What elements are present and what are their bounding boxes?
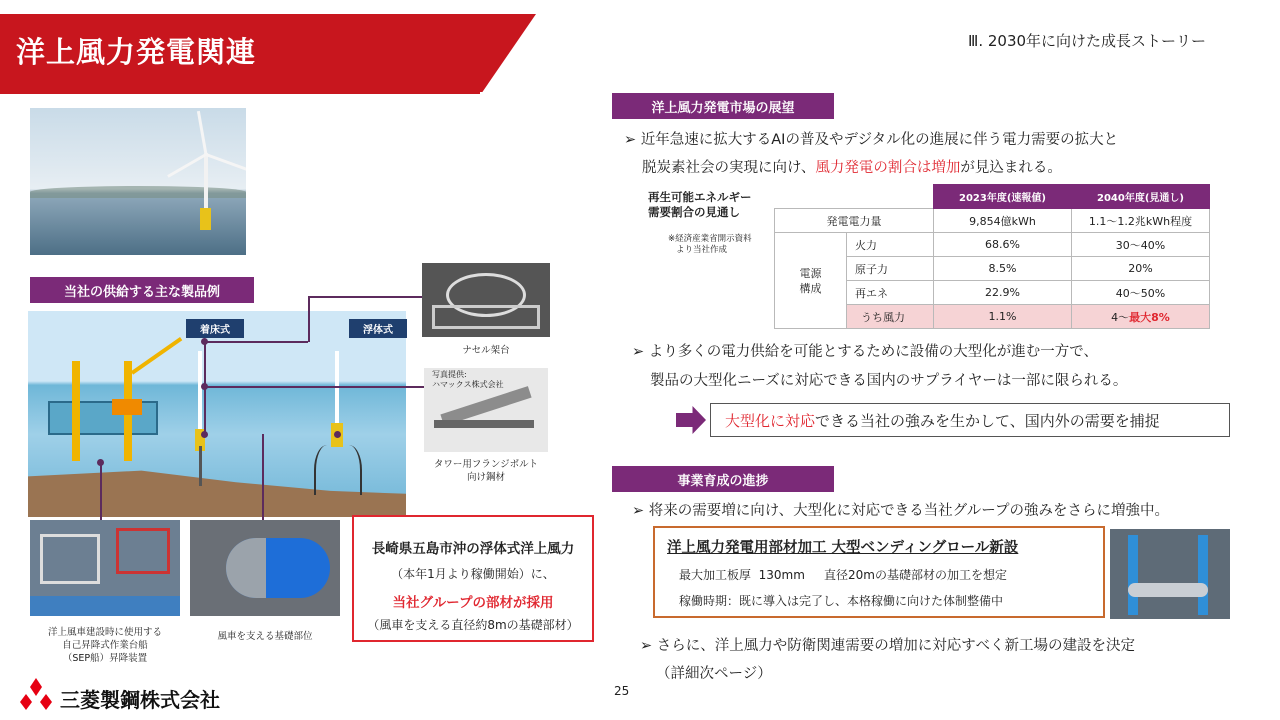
island-silhouette — [30, 186, 246, 198]
row-label: 発電電力量 — [775, 209, 934, 233]
connector-line — [204, 386, 424, 388]
products-section-label: 当社の供給する主な製品例 — [30, 277, 254, 303]
cell-highlight-text: 最大8% — [1129, 310, 1170, 324]
page-number: 25 — [614, 684, 630, 698]
source-line: ※経済産業省開示資料 — [668, 234, 752, 244]
source-line: より当社作成 — [676, 245, 728, 255]
turbine-blade — [205, 153, 246, 171]
company-name: 三菱製鋼株式会社 — [60, 688, 220, 712]
column-header: 2023年度(速報値) — [934, 185, 1072, 209]
company-logo — [16, 678, 56, 716]
connector-dot — [201, 338, 208, 345]
market-bullet-1-cont — [642, 156, 1062, 177]
row-label: 火力 — [847, 233, 934, 257]
table-corner — [775, 185, 934, 209]
progress-bullet-2 — [640, 634, 1135, 655]
bullet-text: が見込まれる。 — [960, 160, 1062, 176]
sep-caption-line: （SEP船）昇降装置 — [62, 653, 148, 664]
bullet-text: 脱炭素社会の実現に向け、 — [642, 160, 816, 176]
connector-line — [204, 341, 308, 343]
bending-roll-title: 洋上風力発電用部材加工 大型ベンディングロール新設 — [667, 540, 1019, 556]
group-label — [775, 233, 847, 329]
bolt-caption-line: 向け鋼材 — [466, 472, 505, 483]
connector-line — [262, 434, 264, 520]
foundation-caption: 風車を支える基礎部位 — [217, 631, 313, 642]
cell-value: 9,854億kWh — [934, 209, 1072, 233]
offshore-turbine-photo — [30, 108, 246, 255]
sep-crane — [131, 337, 182, 375]
bolt-base — [434, 420, 534, 428]
connector-dot — [201, 431, 208, 438]
three-diamonds-icon — [16, 678, 56, 712]
sep-caption-line: 洋上風車建設時に使用する — [47, 627, 162, 638]
bending-roll-status: 稼働時期：既に導入は完了し、本格稼働に向けた体制整備中 — [679, 594, 1004, 608]
group-label-line: 電源 — [799, 266, 822, 280]
foundation-photo — [190, 520, 340, 616]
connector-line — [308, 296, 424, 298]
market-bullet-2-cont: 製品の大型化ニーズに対応できる国内のサプライヤーは一部に限られる。 — [650, 373, 1128, 389]
bullet-text: より多くの電力供給を可能とするために設備の大型化が進む一方で、 — [648, 344, 1098, 360]
conclusion-highlight: 大型化に対応 — [725, 411, 816, 430]
floating-type-tag: 浮体式 — [349, 319, 407, 338]
fixed-type-tag: 着床式 — [186, 319, 244, 338]
header-underline — [0, 92, 480, 94]
table-row — [775, 209, 1210, 233]
table-header-row — [775, 185, 1210, 209]
cell-value: 22.9% — [934, 281, 1072, 305]
project-highlight: 当社グループの部材が採用 — [392, 595, 554, 611]
bullet-marker: ➢ — [640, 638, 657, 654]
conclusion-text: できる当社の強みを生かして、国内外の需要を捕捉 — [815, 411, 1160, 430]
bullet-marker: ➢ — [632, 503, 649, 519]
row-label: 原子力 — [847, 257, 934, 281]
mooring-line — [336, 445, 362, 495]
cell-value: 1.1% — [934, 305, 1072, 329]
market-bullet-1 — [624, 128, 1118, 149]
table-title — [648, 190, 752, 220]
cell-text: 4～ — [1111, 310, 1130, 324]
sep-caption — [22, 626, 188, 665]
nacelle-frame — [432, 305, 540, 329]
nacelle-caption: ナセル架台 — [462, 345, 510, 356]
floating-turbine-tower — [335, 351, 339, 431]
project-note: （本年1月より稼働開始）に、 — [391, 567, 555, 581]
project-title: 長崎県五島市沖の浮体式洋上風力 — [371, 541, 575, 557]
bullet-text: さらに、洋上風力や防衛関連需要の増加に対応すべく新工場の建設を決定 — [656, 638, 1135, 654]
energy-mix-table — [774, 184, 1210, 329]
row-label: 再エネ — [847, 281, 934, 305]
jacking-frame — [116, 528, 170, 574]
connector-dot — [334, 431, 341, 438]
bullet-marker: ➢ — [632, 344, 649, 360]
cell-value: 40～50% — [1072, 281, 1210, 305]
market-bullet-2 — [632, 340, 1098, 361]
project-detail: （風車を支える直径約8mの基礎部材） — [367, 618, 579, 632]
nacelle-frame-photo — [422, 263, 550, 337]
bullet-highlight: 風力発電の割合は増加 — [815, 160, 961, 176]
row-label: うち風力 — [847, 305, 934, 329]
table-row — [775, 233, 1210, 257]
machine-column — [1198, 535, 1208, 615]
arrow-right-icon — [676, 406, 706, 434]
bending-roll-photo — [1110, 529, 1230, 619]
bending-roll-spec: 最大加工板厚 130mm 直径20mの基礎部材の加工を想定 — [679, 568, 1007, 582]
photo-credit-line: ハマックス株式会社 — [432, 380, 504, 389]
foundation-steel — [226, 538, 266, 598]
progress-bullet-2-note: （詳細次ページ） — [656, 666, 772, 682]
cell-value-highlight — [1072, 305, 1210, 329]
cell-value: 20% — [1072, 257, 1210, 281]
sep-caption-line: 自己昇降式作業台船 — [62, 640, 148, 651]
turbine-foundation — [200, 208, 211, 230]
page-title: 洋上風力発電関連 — [16, 35, 257, 69]
column-header: 2040年度(見通し) — [1072, 185, 1210, 209]
sep-deck-module — [112, 399, 142, 415]
workshop-floor — [30, 596, 180, 616]
bending-roll-box — [653, 526, 1105, 618]
machine-column — [1128, 535, 1138, 615]
bullet-marker: ➢ — [624, 132, 641, 148]
sep-jacking-photo — [30, 520, 180, 616]
connector-dot — [201, 383, 208, 390]
cell-value: 68.6% — [934, 233, 1072, 257]
turbine-blade — [197, 111, 208, 155]
sep-leg — [72, 361, 80, 461]
connector-line — [308, 296, 310, 342]
cell-value: 1.1～1.2兆kWh程度 — [1072, 209, 1210, 233]
photo-credit — [432, 370, 504, 390]
jacking-frame — [40, 534, 100, 584]
monopile — [199, 446, 202, 486]
conclusion-box — [710, 403, 1230, 437]
photo-credit-line: 写真提供: — [432, 370, 467, 379]
roll — [1128, 583, 1208, 597]
bolt-caption — [416, 458, 556, 484]
bolt-caption-line: タワー用フランジボルト — [433, 459, 539, 470]
cell-value: 8.5% — [934, 257, 1072, 281]
table-title-line: 再生可能エネルギー — [648, 190, 752, 204]
connector-dot — [97, 459, 104, 466]
turbine-tower — [204, 153, 208, 215]
market-section-label: 洋上風力発電市場の展望 — [612, 93, 834, 119]
progress-section-label: 事業育成の進捗 — [612, 466, 834, 492]
table-source-note — [668, 234, 752, 256]
progress-bullet-1 — [632, 499, 1169, 520]
cell-value: 30～40% — [1072, 233, 1210, 257]
connector-line — [100, 462, 102, 520]
goto-project-box — [352, 515, 594, 642]
bullet-text: 近年急速に拡大するAIの普及やデジタル化の進展に伴う電力需要の拡大と — [640, 132, 1119, 148]
table-title-line: 需要割合の見通し — [648, 205, 740, 219]
bullet-text: 将来の需要増に向け、大型化に対応できる当社グループの強みをさらに増強中。 — [648, 503, 1170, 519]
group-label-line: 構成 — [799, 281, 822, 295]
turbine-blade — [167, 153, 207, 178]
chapter-label: Ⅲ. 2030年に向けた成長ストーリー — [968, 32, 1207, 50]
